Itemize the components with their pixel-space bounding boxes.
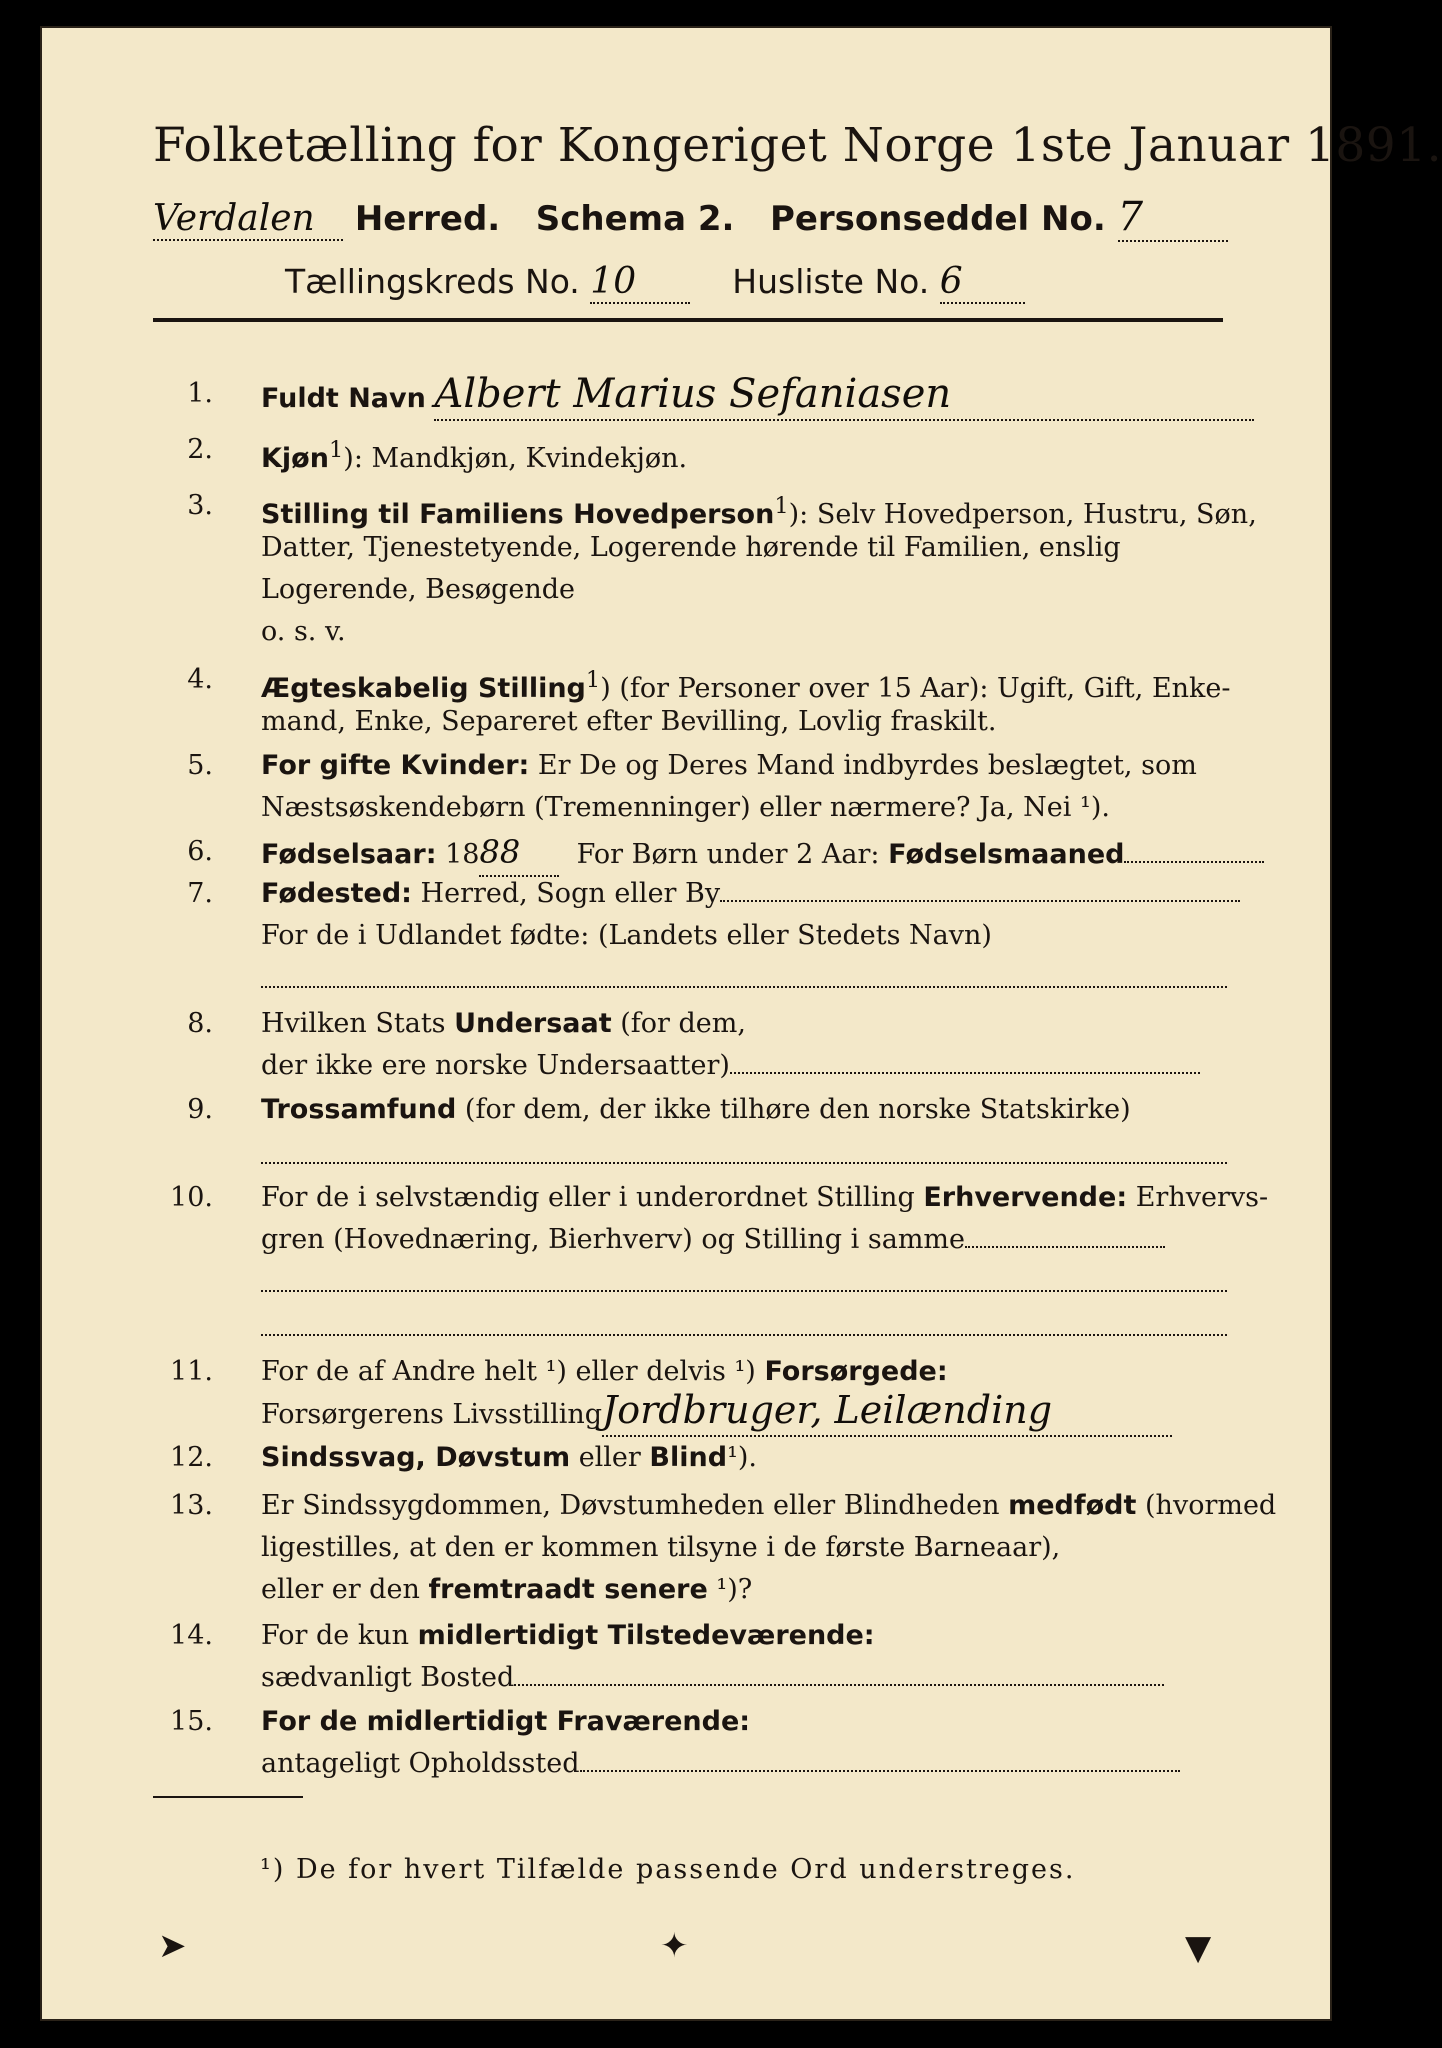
full-name-value: Albert Marius Sefaniasen [434,371,952,417]
item-4: 4. Ægteskabelig Stilling$^1$) (for Personer over 15 Aar): Ugift, Gift, Enke- mand, Enke, Separeret efter Bevilling, Lovlig fraskilt. [187,664,1231,737]
herred-label: Herred. [354,199,501,239]
q4-label: Ægteskabelig Stilling [261,673,586,704]
kreds-value: 10 [590,261,637,302]
q13-label: medfødt [1008,1490,1137,1521]
kreds-label: Tællingskreds No. [285,262,580,301]
husliste-label: Husliste No. [732,262,930,301]
item-11: 11. For de af Andre helt ¹) eller delvis ¹) Forsørgede: Forsørgerens LivsstillingJordbruger, Leilænding [153,1352,1227,1436]
q8-label: Undersaat [454,1008,612,1039]
item-15: 15. For de midlertidigt Fraværende: antageligt Opholdssted [153,1702,1227,1786]
q15-label: For de midlertidigt Fraværende: [261,1706,751,1737]
q7-label: Fødested: [261,878,412,909]
corner-mark-left-icon: ➤ [158,1926,187,1966]
item-14: 14. For de kun midlertidigt Tilstedeværende: sædvanligt Bosted [153,1616,1227,1700]
personseddel-value: 7 [1117,194,1144,240]
q10-label: Erhvervende: [923,1182,1128,1213]
husliste-value: 6 [939,261,963,302]
item-6: 6. Fødselsaar: 1888 For Børn under 2 Aar: Fødselsmaaned [153,832,1227,872]
header-line-kreds [285,261,1025,304]
birth-year-value: 88 [479,833,521,871]
item-13: 13. Er Sindssygdommen, Døvstumheden eller Blindheden medfødt (hvormed ligestilles, at den er kommen tilsyne i de første Barneaar), eller er den fremtraadt senere ¹)? [170,1490,1277,1605]
q2-label: Kjøn [261,443,329,474]
item-12: 12. Sindssvag, Døvstum eller Blind¹). [170,1442,758,1473]
herred-value: Verdalen [153,198,315,239]
q14-label: midlertidigt Tilstedeværende: [417,1620,875,1651]
header-divider [153,318,1223,322]
census-form-sheet [40,26,1442,2021]
item-7: 7. Fødested: Herred, Sogn eller By For de i Udlandet fødte: (Landets eller Stedets Navn) [153,874,1227,1000]
item-5: 5. For gifte Kvinder: Er De og Deres Mand indbyrdes beslægtet, som Næstsøskendebørn (Tremenninger) eller nærmere? Ja, Nei ¹). [187,750,1197,823]
item-8: 8. Hvilken Stats Undersaat (for dem, der ikke ere norske Undersaatter) [153,1004,1227,1088]
q3-label: Stilling til Familiens Hovedperson [261,499,775,530]
q11-label: Forsørgede: [764,1356,948,1387]
q5-label: For gifte Kvinder: [261,750,530,781]
schema-label: Schema 2. [535,199,735,239]
form-title: Folketælling for Kongeriget Norge 1ste Januar 1891. [153,118,1442,173]
q1-label: Fuldt Navn [261,383,426,414]
item-2: 2. Kjøn$^1$): Mandkjøn, Kvindekjøn. [187,434,688,474]
corner-mark-center-icon: ✦ [660,1926,689,1966]
corner-mark-right-icon: ▼ [1185,1928,1212,1968]
q12-label: Sindssvag, Døvstum [261,1442,571,1473]
personseddel-label: Personseddel No. [769,199,1106,239]
q9-label: Trossamfund [261,1094,457,1125]
item-3: 3. Stilling til Familiens Hovedperson$^1$): Selv Hovedperson, Hustru, Søn, Datter, Tjenestetyende, Logerende hørende til Familien, enslig Logerende, Besøgende o. s. v. [187,490,1257,647]
item-9: 9. Trossamfund (for dem, der ikke tilhøre den norske Statskirke) [153,1090,1227,1174]
provider-occupation-value: Jordbruger, Leilænding [602,1388,1053,1432]
q6-label: Fødselsaar: [261,839,437,870]
item-10: 10. For de i selvstændig eller i underordnet Stilling Erhvervende: Erhvervs- gren (Hovednæring, Bierhverv) og Stilling i samme [153,1178,1227,1348]
item-1: 1. Fuldt Navn Albert Marius Sefaniasen [153,374,1227,414]
footnote-divider [153,1796,303,1798]
footnote: ¹) De for hvert Tilfælde passende Ord understreges. [260,1854,1076,1885]
header-line-herred [153,194,1228,242]
